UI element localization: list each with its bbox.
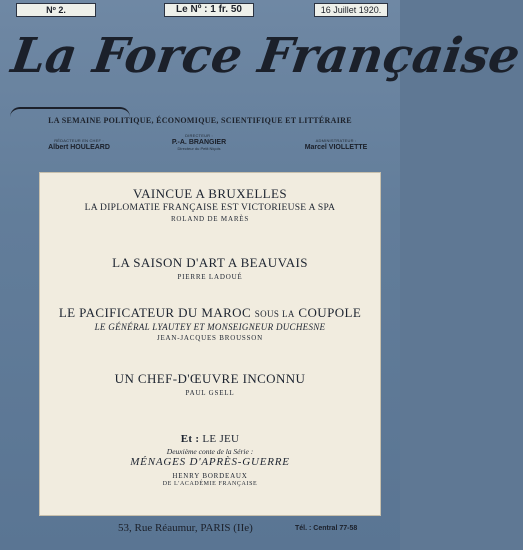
issue-date: 16 Juillet 1920. (314, 3, 388, 17)
article-headline (39, 433, 381, 445)
credit-editor (34, 138, 124, 151)
article-entry (39, 186, 381, 223)
article-headline: VAINCUE A BRUXELLES (133, 186, 287, 201)
article-subhead: LA DIPLOMATIE FRANÇAISE EST VICTORIEUSE A SPA (84, 203, 336, 213)
article-entry (39, 371, 381, 397)
credit-director (154, 133, 244, 151)
staff-credits (14, 133, 386, 163)
credit-note: Directeur du Petit Niçois (177, 146, 221, 151)
headline-part: LE PACIFICATEUR DU MAROC (58, 305, 255, 320)
headline-text: LE JEU (202, 433, 240, 445)
article-headline: UN CHEF-D'ŒUVRE INCONNU (114, 371, 306, 386)
credit-administrator (286, 138, 386, 151)
article-author: PAUL GSELL (185, 389, 235, 397)
publisher-address: 53, Rue Réaumur, PARIS (IIe) (118, 522, 253, 534)
series-label: Deuxième conte de la Série : (166, 447, 254, 456)
masthead (0, 16, 523, 126)
table-of-contents (39, 172, 381, 516)
article-headline (39, 305, 381, 321)
credit-person: P.-A. BRANGIER (171, 139, 227, 146)
credit-person: Marcel VIOLLETTE (304, 144, 368, 151)
credit-role: ADMINISTRATEUR : (315, 138, 357, 143)
article-entry (39, 305, 381, 342)
article-author: PIERRE LADOUÉ (177, 273, 243, 281)
footer (80, 520, 390, 538)
article-author: ROLAND DE MARÈS (170, 215, 250, 223)
article-headline: LA SAISON D'ART A BEAUVAIS (112, 255, 308, 270)
magazine-title: La Force Française (8, 28, 523, 84)
article-author: HENRY BORDEAUX (172, 472, 248, 480)
headline-prefix: Et : (180, 433, 203, 445)
article-entry (39, 255, 381, 281)
article-subhead: LE GÉNÉRAL LYAUTEY ET MONSEIGNEUR DUCHESNE (94, 322, 326, 332)
issue-number: Nº 2. (16, 3, 96, 17)
price-label: Le Nº : 1 fr. 50 (164, 3, 254, 17)
headline-part-small: SOUS LA (254, 309, 295, 319)
credit-role: RÉDACTEUR EN CHEF : (54, 138, 104, 143)
headline-part: COUPOLE (294, 305, 362, 320)
series-title: MÉNAGES D'APRÈS-GUERRE (130, 456, 290, 468)
article-entry (39, 433, 381, 487)
magazine-subtitle: LA SEMAINE POLITIQUE, ÉCONOMIQUE, SCIENTIFIQUE ET LITTÉRAIRE (48, 116, 352, 125)
article-author: JEAN-JACQUES BROUSSON (156, 334, 264, 342)
author-affiliation: DE L'ACADÉMIE FRANÇAISE (162, 481, 258, 487)
credit-role: DIRECTEUR : (185, 133, 213, 138)
publisher-phone: Tél. : Central 77-58 (295, 525, 358, 532)
credit-person: Albert HOULEARD (48, 144, 110, 151)
